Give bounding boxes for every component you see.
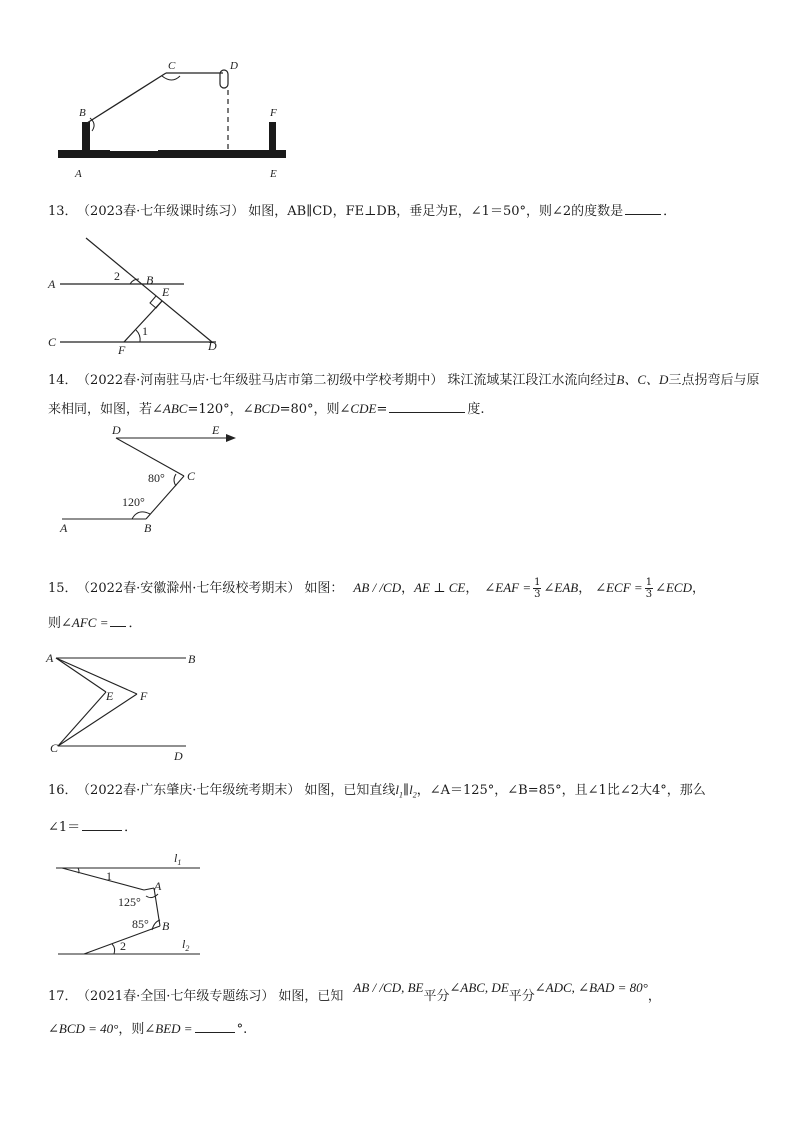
problem-source: （2022春·河南驻马店·七年级驻马店市第二初级中学校考期中） [83,373,444,388]
ask: ，则 [118,1022,145,1037]
fig16-label-a: A [154,879,162,893]
fig12-label-a: A [75,168,82,180]
math-5: ∠BED = [144,1021,193,1036]
answer-blank[interactable] [110,614,126,627]
line-l2: $l_2$ [409,782,417,800]
fig12-label-f: F [270,107,277,119]
fraction-one-third: $\frac{1}{3}$ [645,577,653,600]
value-cde: = [376,402,388,417]
angle-cde: ∠CDE [339,401,377,416]
fig13-label-b: B [146,273,154,287]
angle-abc: ∠ABC [152,401,188,416]
sep2: ， [465,581,479,596]
fraction-one-third: $\frac{1}{3}$ [534,577,541,600]
fig15-label-f: F [140,689,148,703]
fig13-label-e: E [162,285,170,299]
eaf-lhs: ∠EAF = [484,580,532,595]
problem-source: （2022春·安徽滁州·七年级校考期末） [83,581,301,596]
problem-number: 16． [48,783,78,798]
answer-blank[interactable] [82,818,122,831]
fig16-angle-2: 2 [120,939,126,953]
fig14-label-e: E [212,423,220,437]
fig16-label-b: B [162,919,170,933]
fig16-angle-1: 1 [106,869,112,883]
problem-text-mid: 三点拐弯后与原来相同，如图，若 [48,373,760,417]
fig16-angle-85: 85° [132,917,149,931]
problem-text-before: 珠江流域某江段江水流向经过 [447,373,617,388]
fig15-label-a: A [46,651,54,665]
eaf-rhs: ∠EAB [543,580,579,595]
fig12-label-b: B [79,107,86,119]
problem-text: 如图，AB∥CD，FE⊥DB，垂足为E，∠1＝50°，则∠2的度数是 [248,204,624,219]
fig13-label-f: F [118,343,126,357]
problem-number: 14． [48,373,78,388]
target-angle: ∠AFC = [61,615,109,630]
points-bcd: B、C、D [616,372,669,387]
problem-source: （2022春·广东肇庆·七年级统考期末） [83,783,301,798]
fig15-label-e: E [106,689,114,703]
condition-perpendicular: AE ⊥ CE [414,580,466,595]
math-3: ∠ADC, ∠BAD = 80° [534,980,648,995]
problem-source: （2023春·七年级课时练习） [83,204,245,219]
fig15-label-d: D [174,749,183,763]
ask: 则 [48,616,62,631]
condition-parallel: AB / /CD [353,580,402,595]
ask: ∠1＝ [48,819,81,835]
problem-text: 如图，已知 [278,989,344,1004]
value-abc: =120°， [187,402,243,417]
sep: ， [647,989,661,1004]
sep4: ， [691,581,705,596]
fig12-label-e: E [270,168,277,180]
fig14-label-d: D [112,423,121,437]
fig13-angle-1: 1 [142,324,148,338]
problem-13 [48,198,760,226]
problem-tail: 度. [467,402,485,417]
fig15-label-c: C [50,741,59,755]
math-1: AB / /CD, BE [353,980,424,995]
fig16-label-l1: $l_1$ [174,851,182,867]
angle-bcd: ∠BCD [242,401,280,416]
fig13-label-d: D [208,339,217,353]
ecf-lhs: ∠ECF = [595,580,643,595]
answer-blank[interactable] [625,202,661,215]
figure-16 [48,848,218,960]
problem-text-2: ，∠A＝125°，∠B=85°，且∠1比∠2大4°，那么 [416,783,706,798]
figure-13 [44,234,234,357]
problem-text: 如图： [304,581,344,596]
fig12-label-d: D [230,60,238,72]
problem-16 [48,776,760,842]
answer-blank[interactable] [195,1020,235,1033]
ecf-rhs: ∠ECD [655,580,692,595]
bisect-1: 平分 [423,989,450,1004]
sep3: ， [578,581,592,596]
fig13-label-c: C [48,335,57,349]
fig15-label-b: B [188,652,196,666]
fig14-angle-80: 80° [148,471,165,485]
problem-tail: ． [124,819,138,835]
problem-tail: ． [663,204,677,219]
fig14-label-a: A [60,521,68,535]
figure-12 [48,56,308,186]
problem-tail: ． [128,616,142,631]
fig14-angle-120: 120° [122,495,145,509]
fig13-angle-2: 2 [114,269,120,283]
fig14-label-b: B [144,521,152,535]
fig12-label-c: C [168,60,176,72]
problem-text: 如图，已知直线 [304,783,396,798]
math-4: ∠BCD = 40° [48,1021,119,1036]
problem-number: 17． [48,989,78,1004]
problem-17 [48,982,760,1044]
problem-15 [48,574,760,638]
figure-15 [44,648,214,766]
fig16-label-l2: $l_2$ [182,937,190,953]
answer-blank[interactable] [389,400,465,413]
bisect-2: 平分 [508,989,535,1004]
line-l1: $l_1$ [395,782,404,800]
fig16-angle-125: 125° [118,895,141,909]
parallel-symbol: ∥ [403,783,410,798]
problem-tail: °. [236,1022,248,1037]
sep1: ， [401,581,415,596]
fig13-label-a: A [48,277,56,291]
problem-number: 13． [48,204,78,219]
problem-number: 15． [48,581,78,596]
math-2: ∠ABC, DE [449,980,509,995]
problem-source: （2021春·全国·七年级专题练习） [83,989,275,1004]
fig14-label-c: C [187,469,196,483]
value-bcd: =80°，则 [279,402,340,417]
problem-14 [48,366,760,424]
figure-14 [56,424,236,536]
